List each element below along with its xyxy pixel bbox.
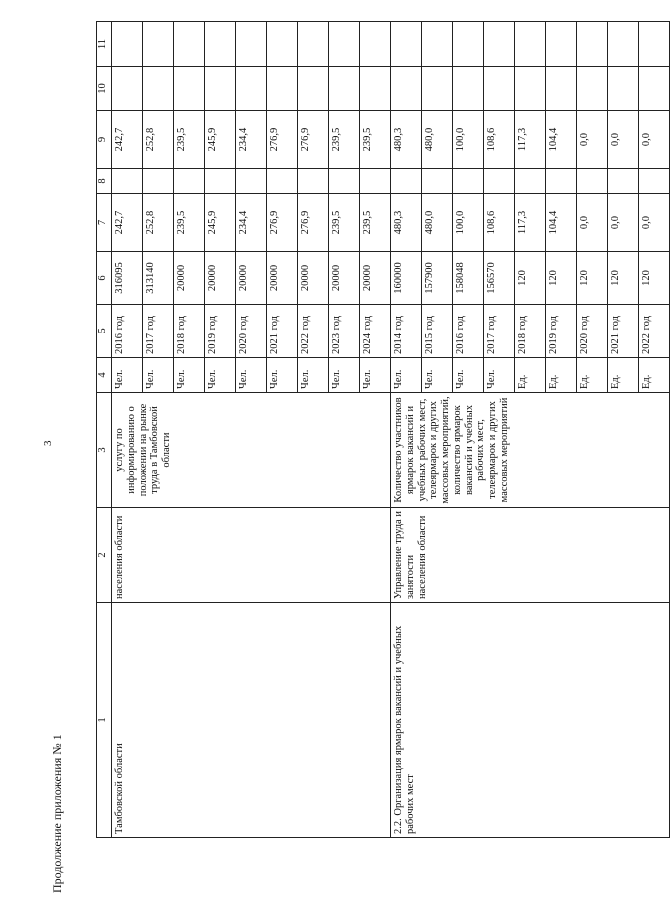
empty-cell	[236, 22, 267, 67]
unit-cell: Чел.	[205, 358, 236, 393]
section-1-rows	[112, 22, 391, 838]
value-cell: 0,0	[608, 111, 639, 169]
year-cell: 2016 год	[112, 305, 143, 358]
value-cell: 242,7	[112, 111, 143, 169]
value-cell: 157900	[422, 252, 453, 305]
year-cell: 2017 год	[484, 305, 515, 358]
value-cell	[608, 169, 639, 194]
empty-cell	[515, 22, 546, 67]
value-cell: 234,4	[236, 194, 267, 252]
unit-cell: Чел.	[112, 358, 143, 393]
unit-cell: Чел.	[422, 358, 453, 393]
year-cell: 2015 год	[422, 305, 453, 358]
empty-cell	[267, 22, 298, 67]
empty-cell	[360, 67, 391, 111]
empty-cell	[546, 22, 577, 67]
appendix-continuation-title: Продолжение приложения № 1	[50, 734, 64, 893]
empty-cell	[391, 67, 422, 111]
value-cell	[298, 169, 329, 194]
value-cell	[112, 169, 143, 194]
empty-cell	[515, 67, 546, 111]
empty-cell	[267, 67, 298, 111]
unit-cell: Чел.	[453, 358, 484, 393]
column-number: 7	[97, 194, 112, 252]
value-cell: 120	[608, 252, 639, 305]
unit-cell: Чел.	[267, 358, 298, 393]
empty-cell	[143, 67, 174, 111]
column-number-row	[97, 22, 112, 838]
value-cell: 480,0	[422, 111, 453, 169]
empty-cell	[329, 22, 360, 67]
executor-cell: Управление труда и занятости населения области	[391, 508, 670, 603]
empty-cell	[143, 22, 174, 67]
year-cell: 2019 год	[205, 305, 236, 358]
value-cell: 20000	[236, 252, 267, 305]
column-number: 8	[97, 169, 112, 194]
empty-cell	[112, 22, 143, 67]
value-cell: 20000	[329, 252, 360, 305]
value-cell: 239,5	[174, 111, 205, 169]
value-cell: 316095	[112, 252, 143, 305]
value-cell	[422, 169, 453, 194]
indicator-cell: Количество участников ярмарок вакансий и учебных рабочих мест, телеярмарок и других массовых мероприятий, количество ярмарок вакансий и учебных рабочих мест, телеярмарок и других массовых мероприятий	[391, 393, 670, 508]
empty-cell	[205, 22, 236, 67]
unit-cell: Чел.	[329, 358, 360, 393]
value-cell: 239,5	[174, 194, 205, 252]
value-cell: 104,4	[546, 111, 577, 169]
unit-cell: Ед.	[608, 358, 639, 393]
value-cell: 276,9	[267, 111, 298, 169]
year-cell: 2016 год	[453, 305, 484, 358]
empty-cell	[484, 67, 515, 111]
column-number: 9	[97, 111, 112, 169]
indicator-cell: услугу по информированию о положении на рынке труда в Тамбовской области	[112, 393, 391, 508]
column-number: 1	[97, 603, 112, 838]
value-cell: 158048	[453, 252, 484, 305]
value-cell: 0,0	[577, 194, 608, 252]
value-cell	[174, 169, 205, 194]
value-cell: 245,9	[205, 194, 236, 252]
unit-cell: Чел.	[236, 358, 267, 393]
year-cell: 2022 год	[298, 305, 329, 358]
value-cell	[143, 169, 174, 194]
year-cell: 2023 год	[329, 305, 360, 358]
empty-cell	[391, 22, 422, 67]
table-row	[391, 22, 422, 838]
value-cell	[236, 169, 267, 194]
unit-cell: Ед.	[515, 358, 546, 393]
value-cell: 120	[639, 252, 670, 305]
empty-cell	[298, 67, 329, 111]
value-cell: 252,8	[143, 194, 174, 252]
empty-cell	[546, 67, 577, 111]
unit-cell: Чел.	[484, 358, 515, 393]
year-cell: 2024 год	[360, 305, 391, 358]
value-cell: 108,6	[484, 111, 515, 169]
activity-cell: 2.2. Организация ярмарок вакансий и учебных рабочих мест	[391, 603, 670, 838]
value-cell: 20000	[298, 252, 329, 305]
value-cell: 242,7	[112, 194, 143, 252]
value-cell: 156570	[484, 252, 515, 305]
value-cell: 313140	[143, 252, 174, 305]
value-cell: 239,5	[329, 111, 360, 169]
empty-cell	[174, 67, 205, 111]
value-cell: 100,0	[453, 194, 484, 252]
value-cell: 276,9	[267, 194, 298, 252]
value-cell: 100,0	[453, 111, 484, 169]
rotated-table-container	[96, 22, 652, 838]
value-cell: 234,4	[236, 111, 267, 169]
value-cell: 239,5	[329, 194, 360, 252]
value-cell: 117,3	[515, 194, 546, 252]
empty-cell	[484, 22, 515, 67]
value-cell: 480,3	[391, 194, 422, 252]
year-cell: 2014 год	[391, 305, 422, 358]
unit-cell: Ед.	[577, 358, 608, 393]
column-number: 11	[97, 22, 112, 67]
unit-cell: Чел.	[298, 358, 329, 393]
year-cell: 2018 год	[174, 305, 205, 358]
empty-cell	[236, 67, 267, 111]
unit-cell: Чел.	[174, 358, 205, 393]
empty-cell	[329, 67, 360, 111]
value-cell: 245,9	[205, 111, 236, 169]
value-cell: 0,0	[639, 194, 670, 252]
empty-cell	[453, 22, 484, 67]
empty-cell	[360, 22, 391, 67]
value-cell: 160000	[391, 252, 422, 305]
activity-cell: Тамбовской области	[112, 603, 391, 838]
section-2-rows	[391, 22, 670, 838]
year-cell: 2021 год	[267, 305, 298, 358]
unit-cell: Чел.	[360, 358, 391, 393]
value-cell: 239,5	[360, 194, 391, 252]
value-cell	[453, 169, 484, 194]
value-cell: 252,8	[143, 111, 174, 169]
year-cell: 2017 год	[143, 305, 174, 358]
unit-cell: Чел.	[143, 358, 174, 393]
year-cell: 2021 год	[608, 305, 639, 358]
unit-cell: Чел.	[391, 358, 422, 393]
column-number: 6	[97, 252, 112, 305]
value-cell: 480,0	[422, 194, 453, 252]
value-cell: 108,6	[484, 194, 515, 252]
empty-cell	[453, 67, 484, 111]
value-cell	[329, 169, 360, 194]
value-cell: 117,3	[515, 111, 546, 169]
empty-cell	[174, 22, 205, 67]
unit-cell: Ед.	[639, 358, 670, 393]
value-cell: 104,4	[546, 194, 577, 252]
page-number: 3	[42, 440, 54, 446]
empty-cell	[577, 67, 608, 111]
appendix-table	[96, 21, 670, 838]
value-cell: 120	[515, 252, 546, 305]
value-cell: 20000	[360, 252, 391, 305]
year-cell: 2019 год	[546, 305, 577, 358]
column-number: 2	[97, 508, 112, 603]
empty-cell	[608, 22, 639, 67]
empty-cell	[639, 67, 670, 111]
value-cell	[639, 169, 670, 194]
year-cell: 2020 год	[236, 305, 267, 358]
empty-cell	[298, 22, 329, 67]
unit-cell: Ед.	[546, 358, 577, 393]
value-cell: 20000	[205, 252, 236, 305]
executor-cell: населения области	[112, 508, 391, 603]
value-cell	[484, 169, 515, 194]
value-cell: 120	[577, 252, 608, 305]
value-cell: 239,5	[360, 111, 391, 169]
year-cell: 2022 год	[639, 305, 670, 358]
empty-cell	[608, 67, 639, 111]
value-cell: 20000	[174, 252, 205, 305]
value-cell: 276,9	[298, 194, 329, 252]
year-cell: 2020 год	[577, 305, 608, 358]
value-cell	[515, 169, 546, 194]
empty-cell	[112, 67, 143, 111]
column-number: 3	[97, 393, 112, 508]
empty-cell	[639, 22, 670, 67]
column-number: 5	[97, 305, 112, 358]
table-row	[112, 22, 143, 838]
empty-cell	[422, 67, 453, 111]
value-cell: 20000	[267, 252, 298, 305]
column-number: 4	[97, 358, 112, 393]
value-cell: 0,0	[639, 111, 670, 169]
value-cell: 0,0	[577, 111, 608, 169]
year-cell: 2018 год	[515, 305, 546, 358]
value-cell	[205, 169, 236, 194]
value-cell: 480,3	[391, 111, 422, 169]
value-cell	[546, 169, 577, 194]
value-cell	[577, 169, 608, 194]
value-cell: 0,0	[608, 194, 639, 252]
value-cell	[391, 169, 422, 194]
value-cell	[360, 169, 391, 194]
value-cell	[267, 169, 298, 194]
value-cell: 120	[546, 252, 577, 305]
value-cell: 276,9	[298, 111, 329, 169]
empty-cell	[577, 22, 608, 67]
column-number: 10	[97, 67, 112, 111]
empty-cell	[422, 22, 453, 67]
empty-cell	[205, 67, 236, 111]
